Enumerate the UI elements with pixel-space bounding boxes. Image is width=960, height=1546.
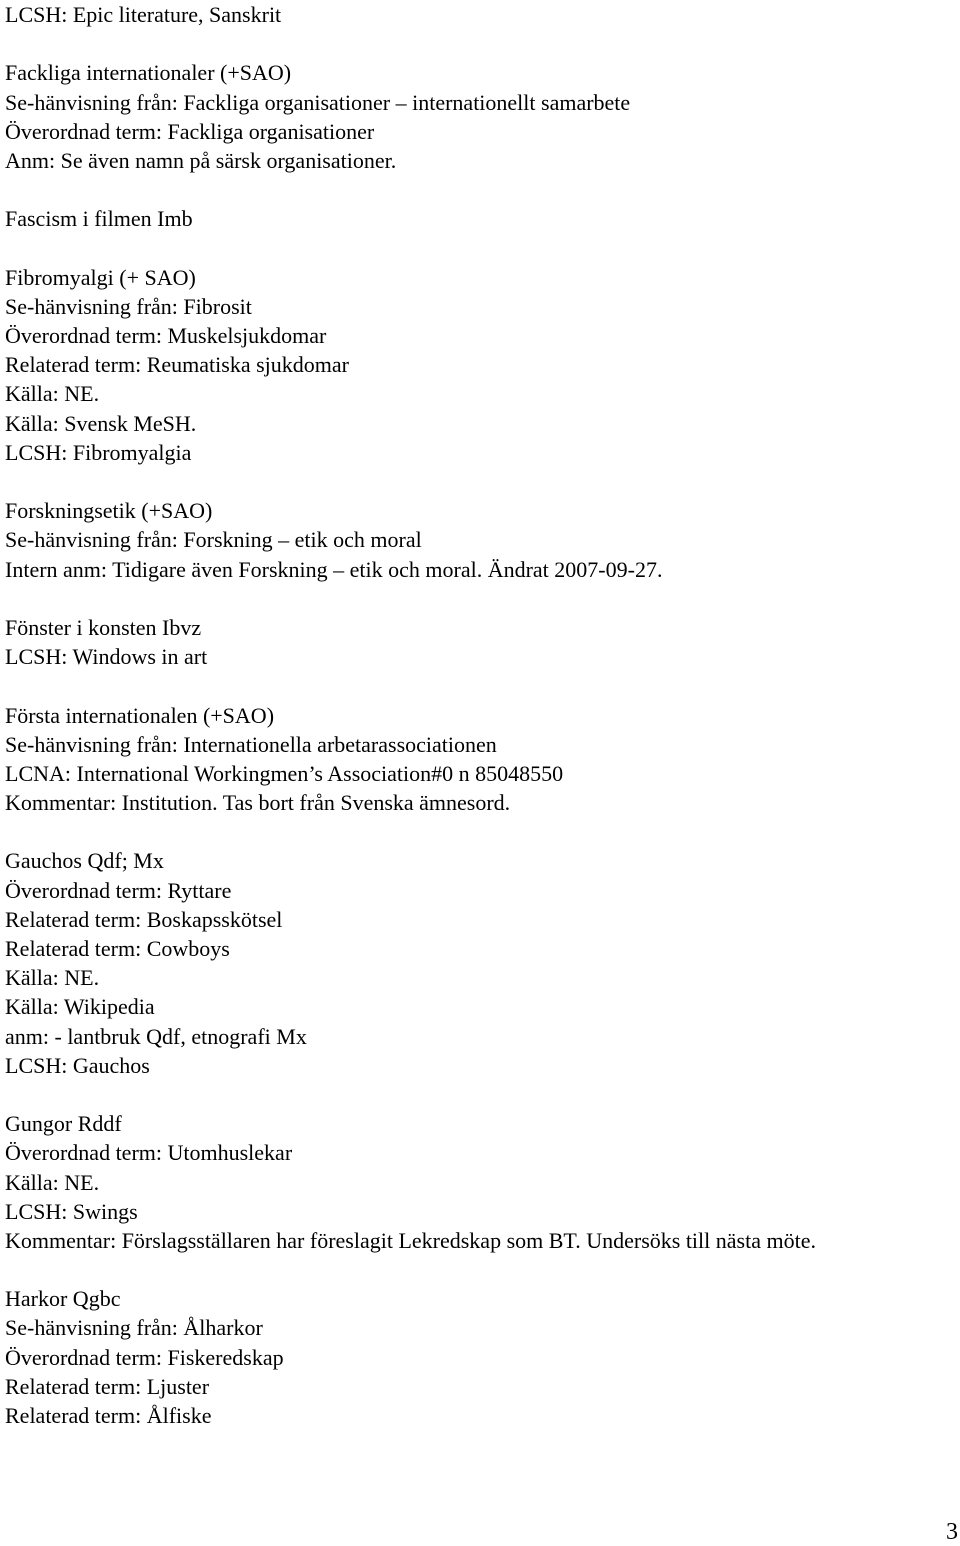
entry-harkor (5, 1284, 955, 1430)
entry-line: Se-hänvisning från: Forskning – etik och moral (5, 527, 422, 553)
entry-line: Relaterad term: Boskapsskötsel (5, 906, 283, 932)
entry-gungor (5, 1109, 955, 1255)
entry-heading: Forskningsetik (+SAO) (5, 498, 213, 524)
entry-line: Överordnad term: Fackliga organisationer (5, 118, 375, 144)
entry-fonster-i-konsten (5, 613, 955, 671)
entry-line: Överordnad term: Muskelsjukdomar (5, 323, 327, 349)
entry-line: Kommentar: Institution. Tas bort från Svenska ämnesord. (5, 790, 511, 816)
entry-line: Kommentar: Förslagsställaren har föreslagit Lekredskap som BT. Undersöks till nästa möte. (5, 1227, 816, 1253)
entry-line: LCNA: International Workingmen’s Association#0 n 85048550 (5, 760, 564, 786)
entry-line: Relaterad term: Ljuster (5, 1373, 210, 1399)
entry-line: Intern anm: Tidigare även Forskning – etik och moral. Ändrat 2007-09-27. (5, 556, 663, 582)
entry-line: Källa: Wikipedia (5, 994, 155, 1020)
entry-heading: Fackliga internationaler (+SAO) (5, 60, 292, 86)
entry-epic-literature (5, 0, 955, 29)
entry-heading: Harkor Qgbc (5, 1286, 121, 1312)
entry-heading: Gungor Rddf (5, 1111, 122, 1137)
entry-line: LCSH: Swings (5, 1198, 138, 1224)
entry-line: Källa: Svensk MeSH. (5, 410, 197, 436)
entry-heading: Gauchos Qdf; Mx (5, 848, 164, 874)
entry-forskningsetik (5, 496, 955, 584)
entry-line: Se-hänvisning från: Ålharkor (5, 1315, 263, 1341)
entry-fascism-i-filmen (5, 204, 955, 233)
entry-line: Relaterad term: Reumatiska sjukdomar (5, 352, 349, 378)
entry-line: Relaterad term: Ålfiske (5, 1403, 212, 1428)
entry-line: Relaterad term: Cowboys (5, 936, 230, 961)
entry-line: anm: - lantbruk Qdf, etnografi Mx (5, 1023, 307, 1049)
entry-fackliga-internationaler (5, 58, 955, 175)
entry-line: LCSH: Windows in art (5, 644, 208, 670)
entry-heading: Fascism i filmen Imb (5, 206, 193, 232)
entry-line: Överordnad term: Utomhuslekar (5, 1140, 293, 1166)
entry-line: Källa: NE. (5, 965, 100, 991)
entry-heading: Fibromyalgi (+ SAO) (5, 264, 196, 290)
entry-line: Källa: NE. (5, 1169, 100, 1195)
page-number: 3 (946, 1519, 958, 1545)
entry-line: Anm: Se även namn på särsk organisationer. (5, 147, 397, 173)
entry-line: Källa: NE. (5, 381, 100, 407)
entry-fibromyalgi (5, 263, 955, 467)
entry-line: Överordnad term: Fiskeredskap (5, 1344, 284, 1370)
entry-gauchos (5, 846, 955, 1080)
entry-line: LCSH: Fibromyalgia (5, 439, 192, 465)
entry-line: Se-hänvisning från: Internationella arbetarassociationen (5, 731, 497, 757)
entry-line: LCSH: Gauchos (5, 1052, 150, 1078)
entry-heading: Fönster i konsten Ibvz (5, 614, 202, 640)
entry-line: Överordnad term: Ryttare (5, 877, 232, 903)
document-body (5, 0, 955, 1430)
entry-forsta-internationalen (5, 701, 955, 818)
entry-line: Se-hänvisning från: Fibrosit (5, 293, 252, 319)
entry-heading: Första internationalen (+SAO) (5, 702, 275, 728)
entry-line: LCSH: Epic literature, Sanskrit (5, 2, 282, 27)
entry-line: Se-hänvisning från: Fackliga organisationer – internationellt samarbete (5, 89, 631, 115)
